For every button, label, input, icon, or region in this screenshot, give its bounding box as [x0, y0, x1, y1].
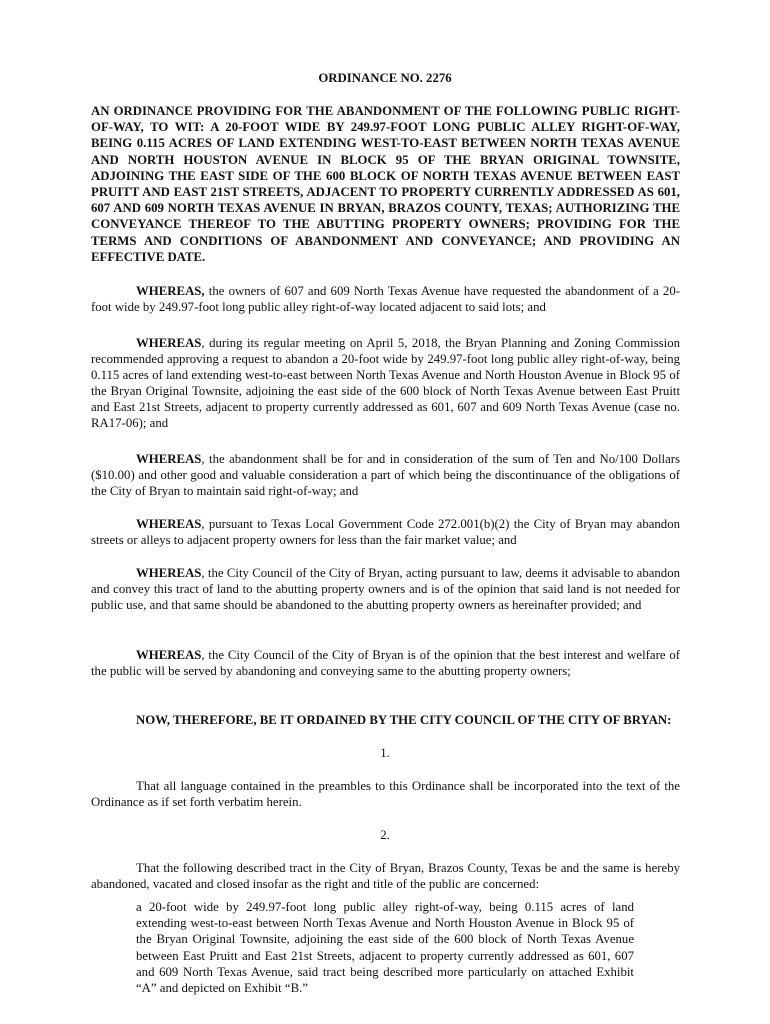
section-text: That the following described tract in the City of Bryan, Brazos County, Texas be and the same is hereby abandoned, vacated and closed insofar as the right and title of the public are concerned: [91, 861, 680, 891]
whereas-lead: WHEREAS [136, 648, 202, 662]
whereas-paragraph [91, 516, 680, 548]
whereas-lead: WHEREAS [136, 566, 202, 580]
ordinance-title: ORDINANCE NO. 2276 [318, 71, 452, 85]
whereas-lead: WHEREAS [136, 517, 202, 531]
whereas-text: , the abandonment shall be for and in consideration of the sum of Ten and No/100 Dollars ($10.00) and other good and valuable consideration a part of which being the discontinuance of the obligations of the City of Bryan to maintain said right-of-way; and [91, 452, 680, 498]
whereas-text: the owners of 607 and 609 North Texas Avenue have requested the abandonment of a 20-foot wide by 249.97-foot long public alley right-of-way located adjacent to said lots; and [91, 284, 680, 314]
whereas-paragraph [91, 451, 680, 499]
ordinance-caption: AN ORDINANCE PROVIDING FOR THE ABANDONMENT OF THE FOLLOWING PUBLIC RIGHT-OF-WAY, TO WIT: A 20-FOOT WIDE BY 249.97-FOOT LONG PUBLIC ALLEY RIGHT-OF-WAY, BEING 0.115 ACRES OF LAND EXTENDING WEST-TO-EAST BETWEEN NORTH TEXAS AVENUE AND NORTH HOUSTON AVENUE IN BLOCK 95 OF THE BRYAN ORIGINAL TOWNSITE, ADJOINING THE EAST SIDE OF THE 600 BLOCK OF NORTH TEXAS AVENUE BETWEEN EAST PRUITT AND EAST 21ST STREETS, ADJACENT TO PROPERTY CURRENTLY ADDRESSED AS 601, 607 AND 609 NORTH TEXAS AVENUE IN BRYAN, BRAZOS COUNTY, TEXAS; AUTHORIZING THE CONVEYANCE THEREOF TO THE ABUTTING PROPERTY OWNERS; PROVIDING FOR THE TERMS AND CONDITIONS OF ABANDONMENT AND CONVEYANCE; AND PROVIDING AN EFFECTIVE DATE. [91, 104, 680, 264]
whereas-paragraph [91, 647, 680, 679]
whereas-paragraph [91, 283, 680, 315]
whereas-paragraph [91, 565, 680, 613]
tract-description: a 20-foot wide by 249.97-foot long public alley right-of-way, being 0.115 acres of land extending west-to-east between North Texas Avenue and North Houston Avenue in Block 95 of the Bryan Original Townsite, adjoining the east side of the 600 block of North Texas Avenue between East Pruitt and East 21st Streets, adjacent to property currently addressed as 601, 607 and 609 North Texas Avenue, said tract being described more particularly on attached Exhibit “A” and depicted on Exhibit “B.” [136, 900, 634, 996]
section-number: 2. [380, 828, 390, 842]
whereas-text: , pursuant to Texas Local Government Code 272.001(b)(2) the City of Bryan may abandon streets or alleys to adjacent property owners for less than the fair market value; and [91, 517, 680, 547]
whereas-text: , the City Council of the City of Bryan, acting pursuant to law, deems it advisable to abandon and convey this tract of land to the abutting property owners and is of the opinion that said land is not needed for public use, and that same should be abandoned to the abutting property owners as hereinafter provided; and [91, 566, 680, 612]
whereas-lead: WHEREAS, [136, 284, 205, 298]
whereas-lead: WHEREAS [136, 452, 202, 466]
whereas-paragraph [91, 335, 680, 431]
ordain-statement: NOW, THEREFORE, BE IT ORDAINED BY THE CITY COUNCIL OF THE CITY OF BRYAN: [136, 713, 672, 727]
section-text: That all language contained in the preambles to this Ordinance shall be incorporated into the text of the Ordinance as if set forth verbatim herein. [91, 779, 680, 809]
section-number: 1. [380, 746, 390, 760]
whereas-text: , the City Council of the City of Bryan is of the opinion that the best interest and welfare of the public will be served by abandoning and conveying same to the abutting property owners; [91, 648, 680, 678]
whereas-lead: WHEREAS [136, 336, 202, 350]
whereas-text: , during its regular meeting on April 5, 2018, the Bryan Planning and Zoning Commission recommended approving a request to abandon a 20-foot wide by 249.97-foot long public alley right-of-way, being 0.115 acres of land extending west-to-east between North Texas Avenue and North Houston Avenue in Block 95 of the Bryan Original Townsite, adjoining the east side of the 600 block of North Texas Avenue between East Pruitt and East 21st Streets, adjacent to property currently addressed as 601, 607 and 609 North Texas Avenue (case no. RA17-06); and [91, 336, 680, 430]
